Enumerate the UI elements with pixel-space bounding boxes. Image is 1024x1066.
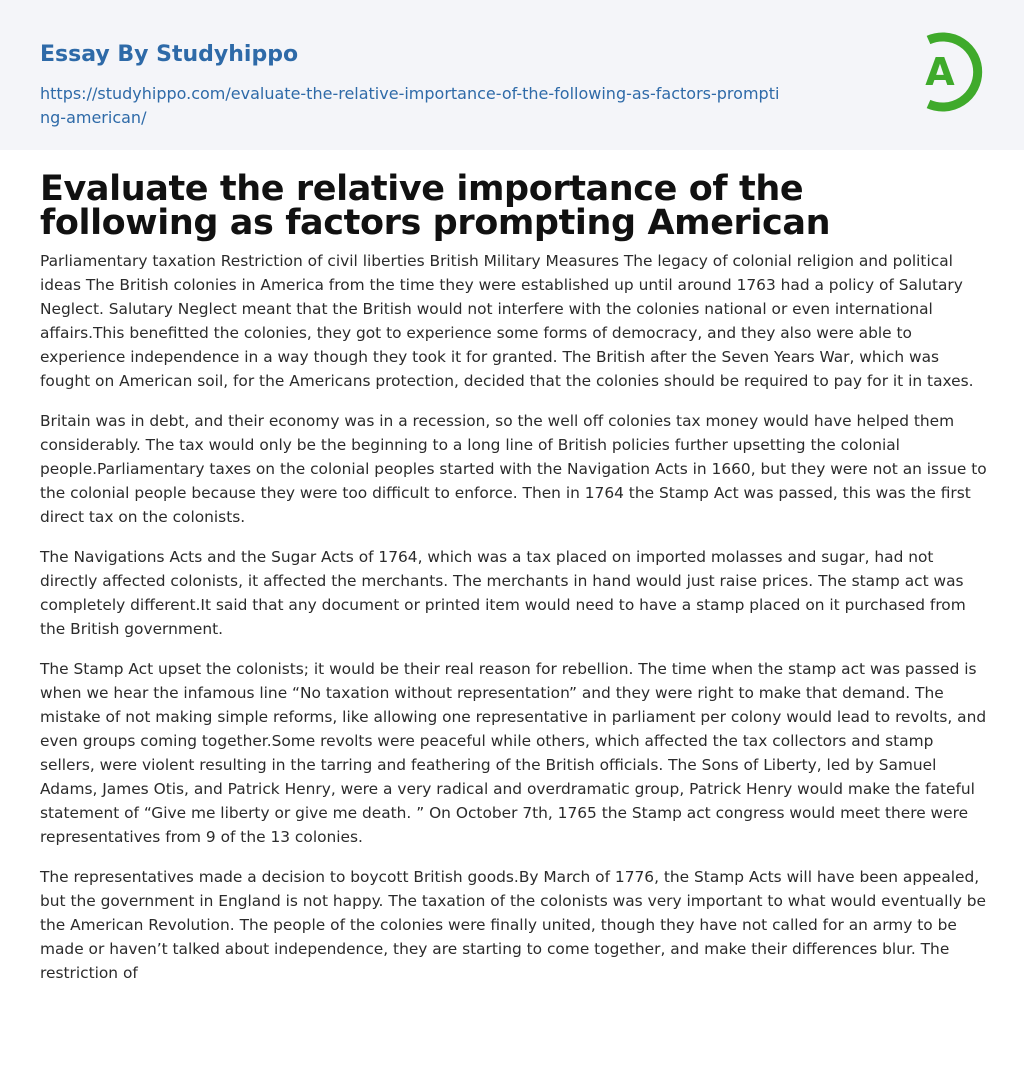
site-header [0, 0, 1024, 150]
essay-paragraph: Parliamentary taxation Restriction of civil liberties British Military Measures The legacy of colonial religion and political ideas The British colonies in America from the time they were established up until around 1763 had a policy of Salutary Neglect. Salutary Neglect meant that the British would not interfere with the colonies national or even international affairs.This benefitted the colonies, they got to experience some forms of democracy, and they also were able to experience independence in a way though they took it for granted. The British after the Seven Years War, which was fought on American soil, for the Americans protection, decided that the colonies should be required to pay for it in taxes. [40, 252, 974, 390]
essay-url-link[interactable]: https://studyhippo.com/evaluate-the-relative-importance-of-the-following-as-factors-prompting-american/ [40, 84, 780, 127]
essay-paragraph: The Stamp Act upset the colonists; it would be their real reason for rebellion. The time when the stamp act was passed is when we hear the infamous line “No taxation without representation” and they were right to make that demand. The mistake of not making simple reforms, like allowing one representative in parliament per colony would lead to revolts, and even groups coming together.Some revolts were peaceful while others, which affected the tax collectors and stamp sellers, were violent resulting in the tarring and feathering of the British officials. The Sons of Liberty, led by Samuel Adams, James Otis, and Patrick Henry, were a very radical and overdramatic group, Patrick Henry would make the fateful statement of “Give me liberty or give me death. ” On October 7th, 1765 the Stamp act congress would meet there were representatives from 9 of the 13 colonies. [40, 660, 987, 846]
brand-title[interactable]: Essay By Studyhippo [40, 42, 299, 67]
studyhippo-logo-icon[interactable] [908, 28, 990, 116]
essay-title: Evaluate the relative importance of the following as factors prompting American [40, 169, 831, 243]
essay-paragraph: Britain was in debt, and their economy was in a recession, so the well off colonies tax money would have helped them considerably. The tax would only be the beginning to a long line of British policies further upsetting the colonial people.Parliamentary taxes on the colonial peoples started with the Navigation Acts in 1660, but they were not an issue to the colonial people because they were too difficult to enforce. Then in 1764 the Stamp Act was passed, this was the first direct tax on the colonists. [40, 412, 987, 526]
essay-body [40, 249, 988, 1001]
logo-letter: A [925, 50, 955, 94]
essay-paragraph: The representatives made a decision to boycott British goods.By March of 1776, the Stamp Acts will have been appealed, but the government in England is not happy. The taxation of the colonists was very important to what would eventually be the American Revolution. The people of the colonies were finally united, though they have not called for an army to be made or haven’t talked about independence, they are starting to come together, and make their differences blur. The restriction of [40, 868, 986, 982]
essay-paragraph: The Navigations Acts and the Sugar Acts of 1764, which was a tax placed on imported molasses and sugar, had not directly affected colonists, it affected the merchants. The merchants in hand would just raise prices. The stamp act was completely different.It said that any document or printed item would need to have a stamp placed on it purchased from the British government. [40, 548, 966, 638]
